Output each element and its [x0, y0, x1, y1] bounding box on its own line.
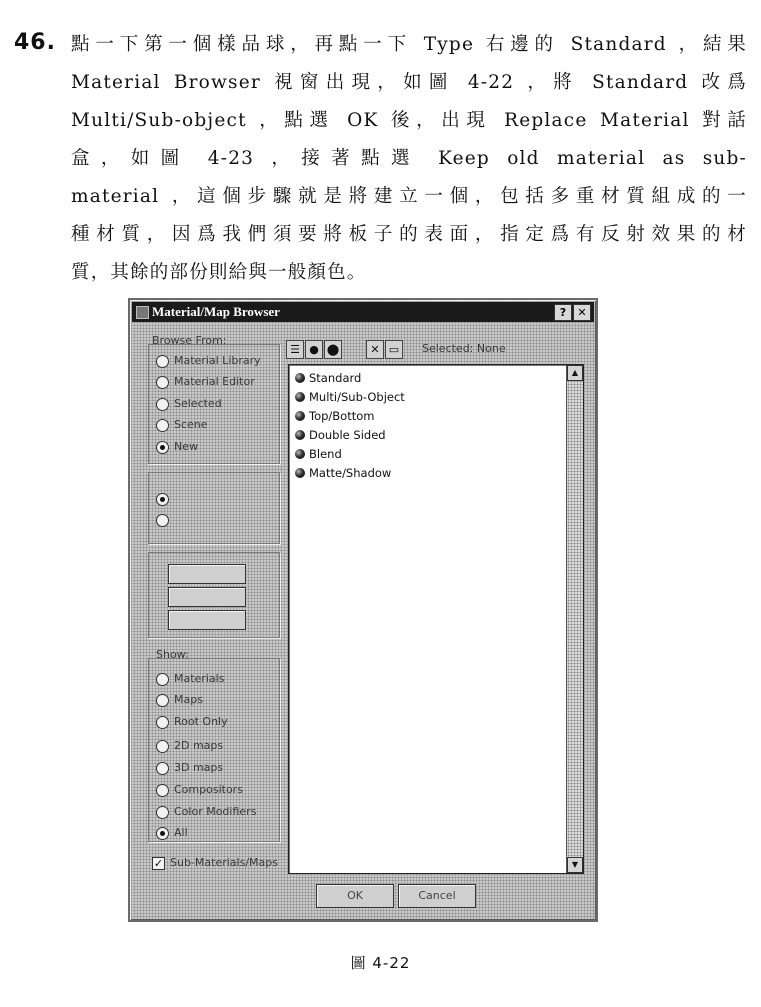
radio-label: Maps — [174, 693, 203, 706]
show-label: Show: — [156, 648, 189, 661]
show-options-group — [148, 472, 280, 544]
clear-icon[interactable]: ▭ — [385, 340, 403, 359]
radio-materials[interactable] — [156, 673, 169, 686]
list-view-icon[interactable]: ☰ — [286, 340, 304, 359]
radio-label: 2D maps — [174, 739, 224, 752]
radio-maps[interactable] — [156, 694, 169, 707]
sub-materials-checkbox[interactable]: ✓ — [153, 857, 164, 870]
material-sphere-icon — [295, 411, 305, 421]
help-button[interactable]: ? — [554, 304, 572, 321]
list-item[interactable] — [295, 445, 342, 464]
list-item-label: Blend — [309, 447, 342, 461]
radio-root-only[interactable] — [156, 716, 169, 729]
large-icons-view-icon[interactable]: ⬤ — [324, 340, 342, 359]
radio-scene[interactable] — [156, 419, 169, 432]
dialog-title: Material/Map Browser — [152, 304, 280, 319]
radio-material-library[interactable] — [156, 355, 169, 368]
paragraph-line: material ，這個步驟就是將建立一個，包括多重材質組成的一 — [71, 186, 747, 207]
figure-caption: 圖 4-22 — [350, 954, 411, 972]
radio-compositors[interactable] — [156, 784, 169, 797]
paragraph-line: 種材質，因爲我們須要將板子的表面，指定爲有反射效果的材 — [71, 224, 747, 245]
radio-new[interactable] — [156, 441, 169, 454]
paragraph-line: 盒，如圖 4-23 ，接著點選 Keep old material as sub- — [71, 148, 747, 169]
radio-label: Color Modifiers — [174, 805, 257, 818]
material-sphere-icon — [295, 392, 305, 402]
app-icon — [136, 306, 149, 319]
radio-label: New — [174, 440, 198, 453]
open-button[interactable] — [168, 564, 246, 584]
radio-label: Root Only — [174, 715, 228, 728]
small-icons-view-icon[interactable]: ● — [305, 340, 323, 359]
paragraph-line: Multi/Sub-object ，點選 OK 後，出現 Replace Material 對話 — [71, 110, 747, 131]
list-item[interactable] — [295, 388, 405, 407]
radio-2d-maps[interactable] — [156, 740, 169, 753]
material-sphere-icon — [295, 373, 305, 383]
material-sphere-icon — [295, 430, 305, 440]
merge-button[interactable] — [168, 587, 246, 607]
selected-status: Selected: None — [422, 342, 506, 355]
paragraph-line: 質，其餘的部份則給與一般顏色。 — [71, 262, 367, 283]
dialog-titlebar[interactable] — [132, 302, 594, 322]
material-sphere-icon — [295, 449, 305, 459]
list-item[interactable] — [295, 464, 391, 483]
radio-color-modifiers[interactable] — [156, 806, 169, 819]
close-button[interactable]: ✕ — [573, 304, 591, 321]
cancel-button[interactable]: Cancel — [398, 884, 476, 908]
radio-3d-maps[interactable] — [156, 762, 169, 775]
list-item-label: Multi/Sub-Object — [309, 390, 405, 404]
radio-label: Scene — [174, 418, 208, 431]
instruction-paragraph — [71, 26, 747, 292]
list-scrollbar[interactable] — [566, 365, 583, 873]
list-item[interactable] — [295, 407, 374, 426]
radio-label: Materials — [174, 672, 225, 685]
sub-materials-label: Sub-Materials/Maps — [170, 856, 278, 869]
scroll-up-arrow-icon[interactable]: ▲ — [567, 365, 583, 381]
material-map-browser-dialog — [128, 298, 598, 922]
radio-label: Material Editor — [174, 375, 255, 388]
list-item[interactable] — [295, 426, 386, 445]
radio-show-option[interactable] — [156, 514, 169, 527]
radio-all[interactable] — [156, 827, 169, 840]
list-item-label: Matte/Shadow — [309, 466, 392, 480]
save-button[interactable] — [168, 610, 246, 630]
radio-label: 3D maps — [174, 761, 224, 774]
material-list[interactable] — [288, 364, 584, 874]
radio-label: All — [174, 826, 188, 839]
radio-label: Compositors — [174, 783, 243, 796]
ok-button[interactable]: OK — [316, 884, 394, 908]
radio-selected[interactable] — [156, 398, 169, 411]
browse-from-label: Browse From: — [152, 334, 227, 347]
list-item-label: Standard — [309, 371, 362, 385]
radio-label: Selected — [174, 397, 222, 410]
step-number: 46. — [14, 30, 56, 55]
radio-show-option[interactable] — [156, 493, 169, 506]
paragraph-line: Material Browser 視窗出現，如圖 4-22 ，將 Standard 改爲 — [71, 72, 747, 93]
list-item-label: Double Sided — [309, 428, 386, 442]
paragraph-line: 點一下第一個樣品球，再點一下 Type 右邊的 Standard ，結果 — [71, 34, 747, 55]
material-sphere-icon — [295, 468, 305, 478]
scroll-down-arrow-icon[interactable]: ▼ — [567, 857, 583, 873]
list-item[interactable] — [295, 369, 361, 388]
radio-label: Material Library — [174, 354, 261, 367]
list-item-label: Top/Bottom — [309, 409, 375, 423]
delete-icon[interactable]: ✕ — [366, 340, 384, 359]
radio-material-editor[interactable] — [156, 376, 169, 389]
